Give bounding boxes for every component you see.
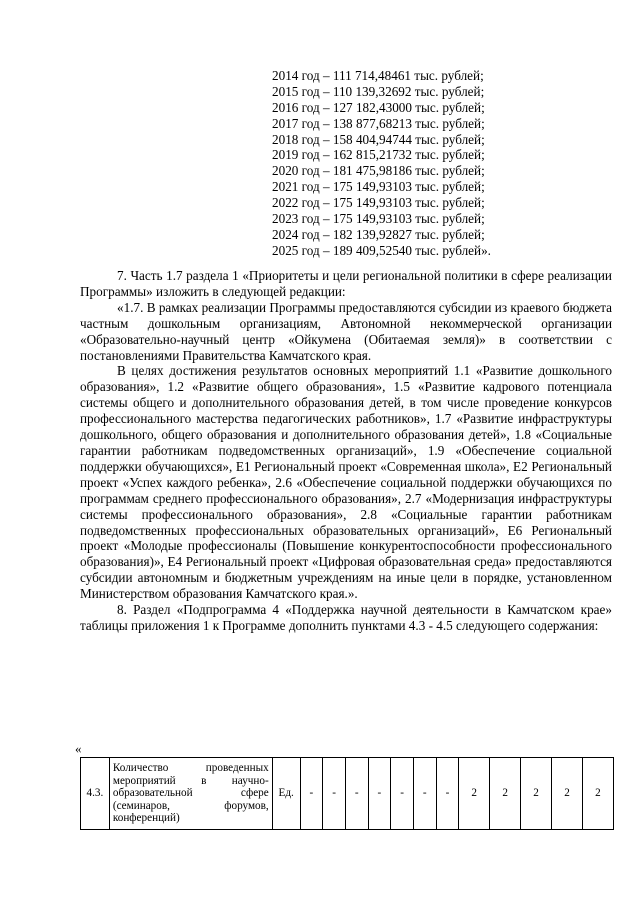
funding-year-line: 2014 год – 111 714,48461 тыс. рублей; bbox=[272, 68, 484, 83]
funding-year-line: 2016 год – 127 182,43000 тыс. рублей; bbox=[272, 99, 485, 115]
funding-year-line: 2021 год – 175 149,93103 тыс. рублей; bbox=[272, 179, 485, 195]
value-cell: - bbox=[300, 758, 323, 830]
document-body bbox=[80, 268, 612, 634]
value-cell: - bbox=[323, 758, 346, 830]
paragraph-subsidies: В целях достижения результатов основных мероприятий 1.1 «Развитие дошкольного образования», 1.2 «Развитие общего образования», 1.5 «Развитие кадрового потенциала системы общего и дополнительного образования детей, в том числе проведение конкурсов профессионального мастерства педагогических работников», 1.7 «Развитие инфраструктуры дошкольного, общего образования и дополнительного образования детей», 1.8 «Социальные гарантии работникам подведомственных организаций», 1.9 «Обеспечение социальной поддержки обучающихся», Е1 Региональный проект «Современная школа», Е2 Региональный проект «Успех каждого ребенка», 2.6 «Обеспечение социальной поддержки обучающихся по программам среднего профессионального образования», 2.7 «Модернизация инфраструктуры системы профессионального образования», 2.8 «Социальные гарантии работникам подведомственных профессиональных образовательных организаций», Е6 Региональный проект «Молодые профессионалы (Повышение конкурентоспособности профессионального образования)», Е4 Региональный проект «Цифровая образовательная среда» предоставляются субсидии автономным и бюджетным учреждениям на иные цели в порядке, установленном Министерством образования Камчатского края.». bbox=[80, 363, 612, 602]
funding-years-list bbox=[272, 68, 491, 259]
value-cell: 2 bbox=[552, 758, 583, 830]
value-cell: - bbox=[368, 758, 391, 830]
value-cell: 2 bbox=[459, 758, 490, 830]
funding-year-line: 2017 год – 138 877,68213 тыс. рублей; bbox=[272, 115, 485, 131]
indicator-table bbox=[80, 757, 614, 830]
unit-cell: Ед. bbox=[272, 758, 300, 830]
table-row bbox=[81, 758, 614, 830]
funding-year-line: 2023 год – 175 149,93103 тыс. рублей; bbox=[272, 211, 485, 227]
value-cell: - bbox=[345, 758, 368, 830]
indicator-description-cell: Количество проведенных мероприятий в научно-образовательной сфере (семинаров, форумов, конференций) bbox=[109, 758, 272, 830]
value-cell: - bbox=[436, 758, 459, 830]
value-cell: - bbox=[391, 758, 414, 830]
funding-year-line: 2024 год – 182 139,92827 тыс. рублей; bbox=[272, 226, 485, 242]
paragraph-item-8: 8. Раздел «Подпрограмма 4 «Поддержка научной деятельности в Камчатском крае» таблицы приложения 1 к Программе дополнить пунктами 4.3 - 4.5 следующего содержания: bbox=[80, 602, 612, 633]
funding-year-line: 2018 год – 158 404,94744 тыс. рублей; bbox=[272, 131, 485, 147]
row-number-cell: 4.3. bbox=[81, 758, 110, 830]
value-cell: 2 bbox=[521, 758, 552, 830]
paragraph-section-1-7: «1.7. В рамках реализации Программы предоставляются субсидии из краевого бюджета частным дошкольным организациям, Автономной некоммерческой организации «Образовательно-научный центр «Ойкумена (Обитаемая земля)» в соответствии с постановлениями Правительства Камчатского края. bbox=[80, 299, 612, 363]
paragraph-item-7: 7. Часть 1.7 раздела 1 «Приоритеты и цели региональной политики в сфере реализации Программы» изложить в следующей редакции: bbox=[80, 268, 612, 299]
funding-year-line: 2025 год – 189 409,52540 тыс. рублей». bbox=[272, 242, 491, 258]
funding-year-line: 2020 год – 181 475,98186 тыс. рублей; bbox=[272, 163, 485, 179]
value-cell: 2 bbox=[582, 758, 613, 830]
funding-year-line: 2015 год – 110 139,32692 тыс. рублей; bbox=[272, 83, 485, 99]
funding-year-line: 2019 год – 162 815,21732 тыс. рублей; bbox=[272, 147, 485, 163]
funding-year-line: 2022 год – 175 149,93103 тыс. рублей; bbox=[272, 195, 485, 211]
value-cell: - bbox=[413, 758, 436, 830]
value-cell: 2 bbox=[490, 758, 521, 830]
opening-quote-mark: « bbox=[75, 741, 82, 756]
